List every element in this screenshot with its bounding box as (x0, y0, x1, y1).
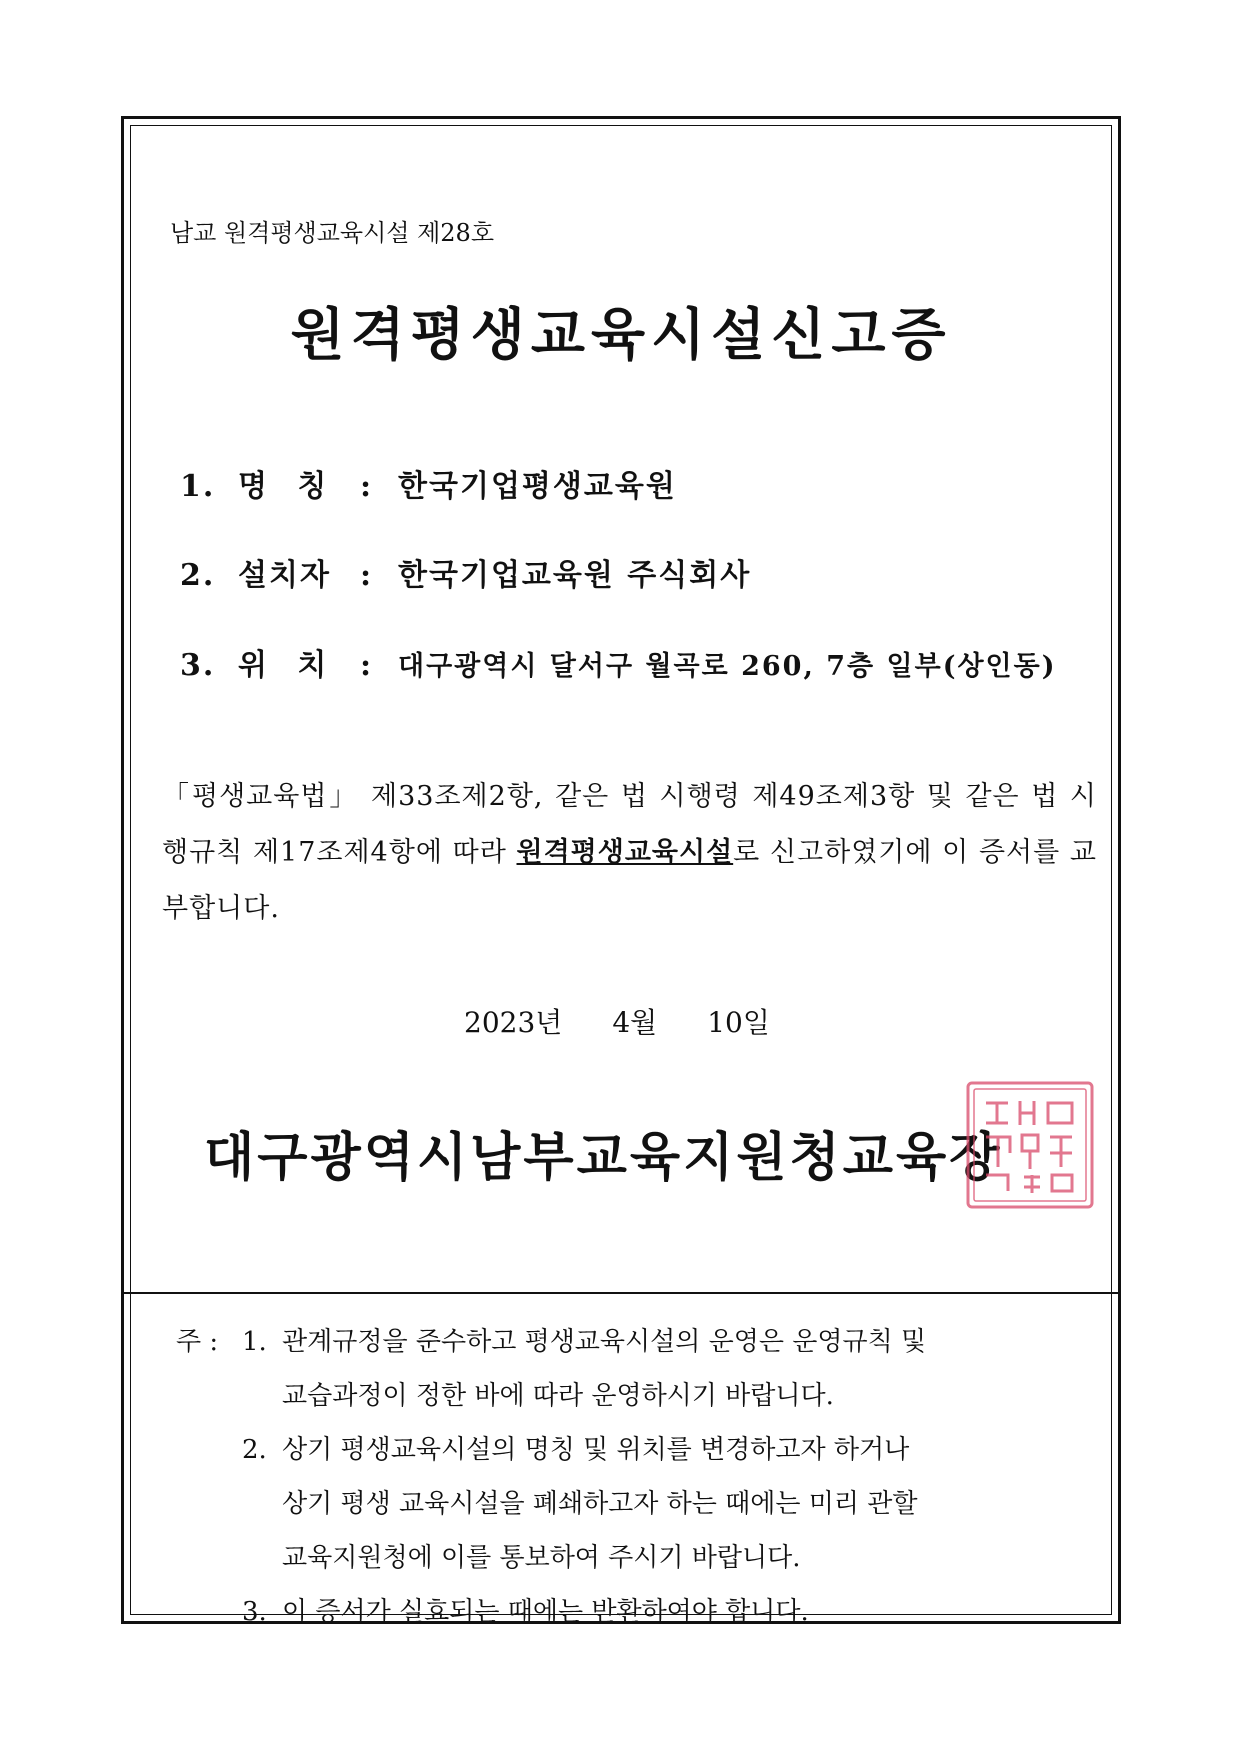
field-value: 대구광역시 달서구 월곡로 260, 7층 일부(상인동) (398, 651, 1057, 682)
issue-day: 10일 (707, 1006, 770, 1039)
field-label: 명 칭 (238, 469, 337, 504)
field-name (180, 461, 677, 505)
notes-lead: 주 : (176, 1327, 219, 1357)
note-line: 이 증서가 실효되는 때에는 반환하여야 합니다. (282, 1597, 809, 1627)
field-founder (180, 550, 751, 594)
note-line: 상기 평생교육시설의 명칭 및 위치를 변경하고자 하거나 (282, 1435, 910, 1465)
body-text-before: 「평생교육법」 제33조제2항, 같은 법 시행령 제49조제3항 및 같은 법 시행규칙 제17조제4항에 따라 (162, 781, 1097, 868)
body-text-underlined: 원격평생교육시설 (516, 837, 734, 868)
certificate-frame (121, 116, 1121, 1627)
document-title: 원격평생교육시설신고증 (290, 302, 952, 368)
note-line: 관계규정을 준수하고 평생교육시설의 운영은 운영규칙 및 (282, 1327, 927, 1357)
issue-date (464, 1001, 770, 1041)
certificate-body (162, 769, 1097, 937)
field-location (180, 640, 1057, 684)
issue-month: 4월 (612, 1006, 658, 1039)
field-separator: : (360, 469, 374, 504)
note-line: 상기 평생 교육시설을 폐쇄하고자 하는 때에는 미리 관할 (282, 1489, 918, 1519)
field-label: 설치자 (238, 558, 331, 593)
field-number: 3. (180, 648, 216, 683)
field-label: 위 치 (238, 648, 337, 683)
field-separator: : (360, 558, 374, 593)
field-value: 한국기업평생교육원 (398, 469, 677, 504)
field-number: 1. (180, 469, 216, 504)
field-number: 2. (180, 558, 216, 593)
notes-section (176, 1315, 926, 1639)
issuer-name: 대구광역시남부교육지원청교육장 (204, 1127, 1003, 1188)
official-seal-icon (964, 1079, 1096, 1211)
note-line: 교습과정이 정한 바에 따라 운영하시기 바랍니다. (282, 1381, 834, 1411)
note-number: 1. (242, 1327, 267, 1357)
note-line: 교육지원청에 이를 통보하여 주시기 바랍니다. (282, 1543, 801, 1573)
certificate-number: 남교 원격평생교육시설 제28호 (170, 219, 495, 247)
note-number: 3. (242, 1597, 267, 1627)
note-number: 2. (242, 1435, 267, 1465)
notes-divider (124, 1292, 1118, 1294)
body-text-after: 로 신고하였기에 이 증서를 교부합니다. (162, 837, 1097, 924)
field-separator: : (360, 648, 374, 683)
field-value: 한국기업교육원 주식회사 (398, 558, 752, 593)
issue-year: 2023년 (464, 1006, 563, 1039)
